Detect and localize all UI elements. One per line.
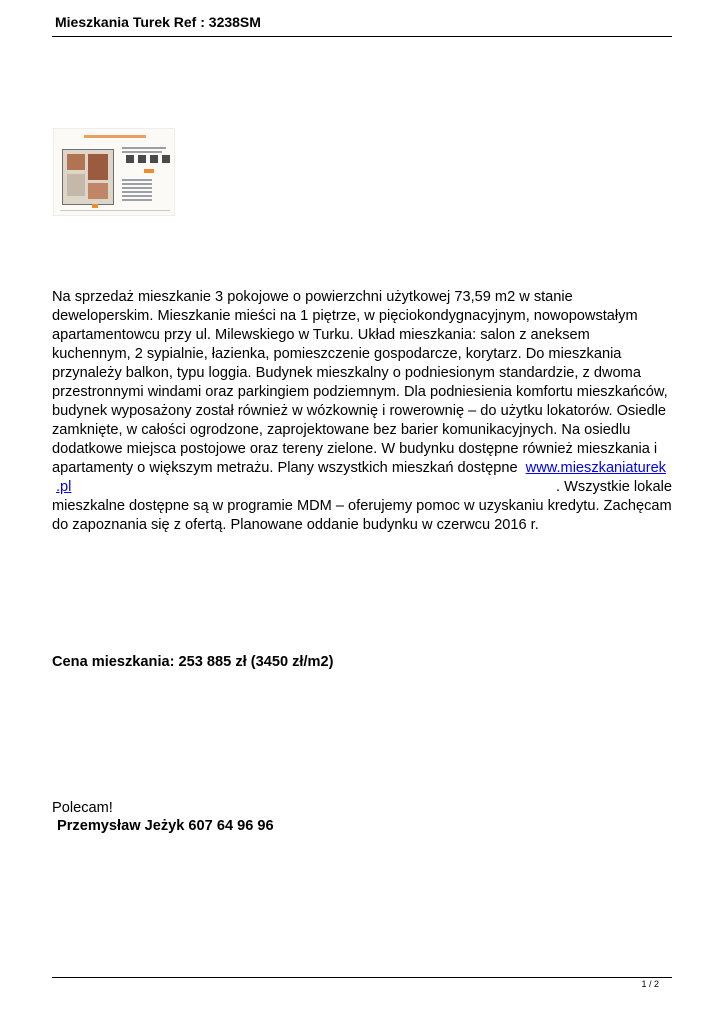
floor-plan-thumbnail[interactable] [53,128,175,216]
thumbnail-heading-bar [84,135,146,138]
website-link[interactable]: www.mieszkaniaturek [525,460,666,476]
description-line: budynek wyposażony został również w wózkownię i rowerownię – do użytku lokatorów. Osiedle [52,403,667,419]
header-divider [52,36,672,37]
description-line: kuchennym, 2 sypialnie, łazienka, pomieszczenie gospodarcze, korytarz. Do mieszkania [52,346,622,362]
listing-description [52,288,672,535]
description-line: do zapoznania się z ofertą. Planowane oddanie budynku w czerwcu 2016 r. [52,517,539,533]
accent-mark [144,169,154,173]
description-line: mieszkalne dostępne są w programie MDM – oferujemy pomoc w uzyskaniu kredytu. Zachęcam [52,498,672,514]
price-line: Cena mieszkania: 253 885 zł (3450 zł/m2) [52,654,334,670]
floor-plan-drawing [62,149,114,205]
closing-text: Polecam! [52,800,113,816]
description-line [52,459,672,478]
website-link-continuation[interactable]: .pl [56,479,72,495]
description-line: dodatkowe miejsca postojowe oraz tereny zielone. W budynku dostępne również mieszkania i [52,441,658,457]
description-line [52,478,672,497]
footer-divider [52,977,672,978]
description-line: zamknięte, w całości ogrodzone, zaprojektowane bez barier komunikacyjnych. Na osiedlu [52,422,631,438]
agent-contact: Przemysław Jeżyk 607 64 96 96 [57,818,274,834]
page-number: 1 / 2 [641,979,659,989]
description-after-link: . Wszystkie lokale [556,479,672,495]
description-link-prefix: apartamenty o większym metrażu. Plany wszystkich mieszkań dostępne [52,460,518,476]
description-line: przynależy balkon, typu loggia. Budynek mieszkalny o podniesionym standardzie, z dwoma [52,365,641,381]
document-header-title: Mieszkania Turek Ref : 3238SM [55,14,261,30]
description-line: deweloperskim. Mieszkanie mieści na 1 piętrze, w pięciokondygnacyjnym, nowopowstałym [52,308,638,324]
description-line: apartamentowcu przy ul. Milewskiego w Turku. Układ mieszkania: salon z aneksem [52,327,590,343]
description-line: przestronnymi windami oraz parkingiem podziemnym. Dla podniesienia komfortu mieszkańców, [52,384,668,400]
description-line: Na sprzedaż mieszkanie 3 pokojowe o powierzchni użytkowej 73,59 m2 w stanie [52,289,573,305]
